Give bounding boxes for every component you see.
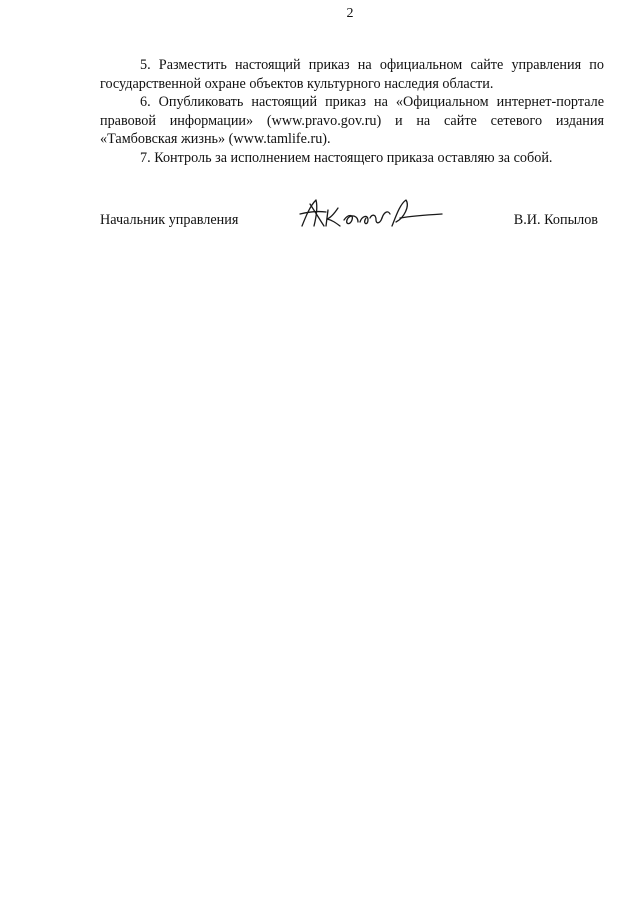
paragraph-7: 7. Контроль за исполнением настоящего приказа оставляю за собой. [140,149,553,166]
document-body [100,56,604,167]
paragraph-6: 6. Опубликовать настоящий приказ на «Официальном интернет-портале правовой информации» (www.pravo.gov.ru) и на сайте сетевого издания «Тамбовская жизнь» (www.tamlife.ru). [100,94,604,147]
signatory-name: В.И. Копылов [513,212,598,228]
handwritten-signature [296,196,446,236]
page-number: 2 [346,6,354,21]
paragraph-5: 5. Разместить настоящий приказ на официальном сайте управления по государственной охране объектов культурного наследия области. [100,57,604,92]
signatory-title: Начальник управления [100,212,239,228]
signature-block [100,212,604,232]
